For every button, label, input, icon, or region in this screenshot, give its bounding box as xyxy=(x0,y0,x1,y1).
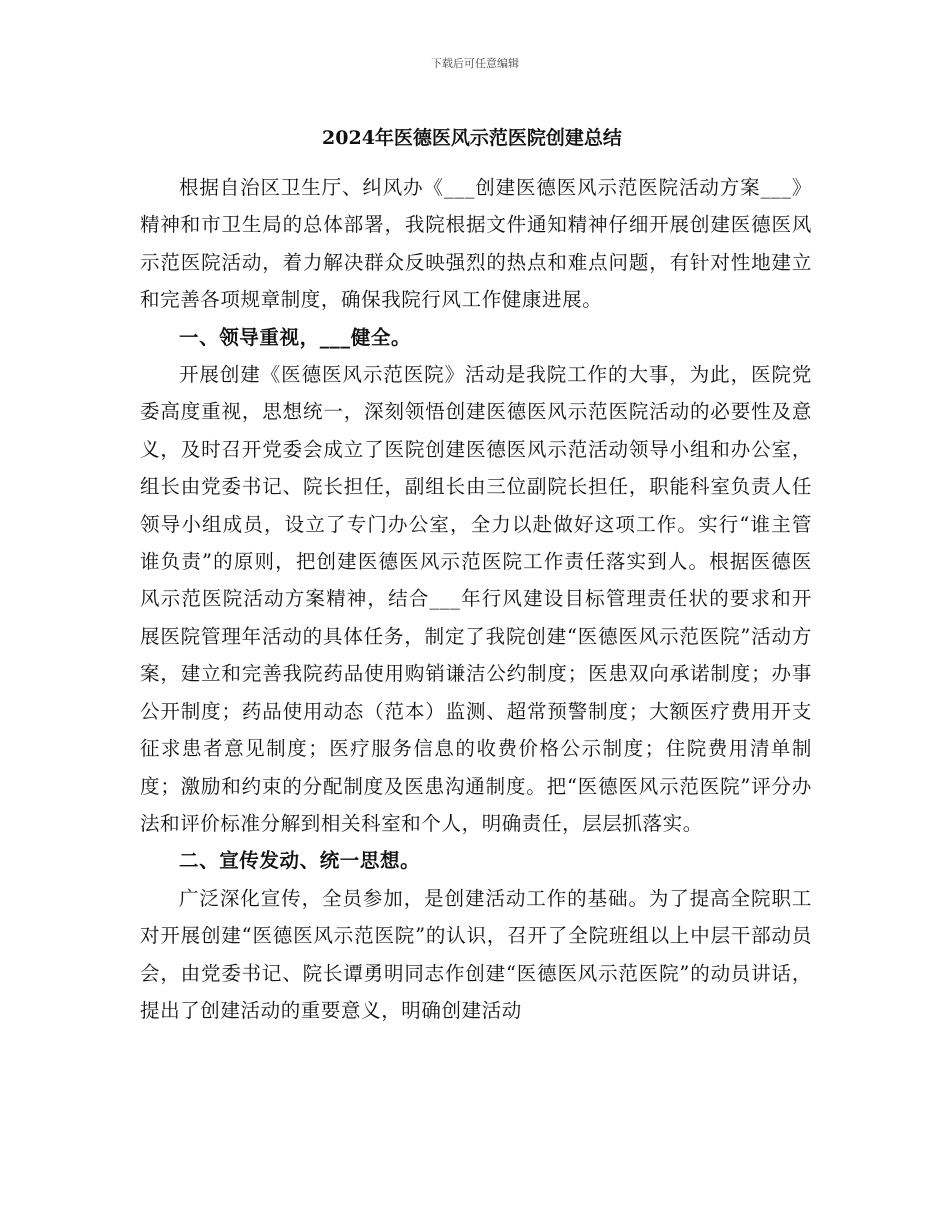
section-1-paragraph: 开展创建《医德医风示范医院》活动是我院工作的大事，为此，医院党委高度重视，思想统一，深刻领悟创建医德医风示范医院活动的必要性及意义，及时召开党委会成立了医院创建医德医风示范活动领导小组和办公室，组长由党委书记、院长担任，副组长由三位副院长担任，职能科室负责人任领导小组成员，设立了专门办公室，全力以赴做好这项工作。实行“谁主管谁负责”的原则，把创建医德医风示范医院工作责任落实到人。根据医德医风示范医院活动方案精神，结合___年行风建设目标管理责任状的要求和开展医院管理年活动的具体任务，制定了我院创建“医德医风示范医院”活动方案，建立和完善我院药品使用购销谦洁公约制度；医患双向承诺制度；办事公开制度；药品使用动态（范本）监测、超常预警制度；大额医疗费用开支征求患者意见制度；医疗服务信息的收费价格公示制度；住院费用清单制度；激励和约束的分配制度及医患沟通制度。把“医德医风示范医院”评分办法和评价标准分解到相关科室和个人，明确责任，层层抓落实。 xyxy=(140,363,812,835)
document-title: 2024年医德医风示范医院创建总结 xyxy=(322,127,622,149)
header-note: 下载后可任意编辑 xyxy=(431,57,519,70)
section-heading-2: 二、宣传发动、统一思想。 xyxy=(179,849,421,873)
section-2-paragraph: 广泛深化宣传，全员参加，是创建活动工作的基础。为了提高全院职工对开展创建“医德医风示范医院”的认识，召开了全院班组以上中层干部动员会，由党委书记、院长谭勇明同志作创建“医德医风示范医院”的动员讲话，提出了创建活动的重要意义，明确创建活动 xyxy=(140,886,812,1022)
section-heading-1: 一、领导重视，___健全。 xyxy=(179,325,412,349)
intro-paragraph: 根据自治区卫生厅、纠风办《___创建医德医风示范医院活动方案___》精神和市卫生局的总体部署，我院根据文件通知精神仔细开展创建医德医风示范医院活动，着力解决群众反映强烈的热点和难点问题，有针对性地建立和完善各项规章制度，确保我院行风工作健康进展。 xyxy=(140,176,812,312)
document-body xyxy=(140,169,812,1029)
